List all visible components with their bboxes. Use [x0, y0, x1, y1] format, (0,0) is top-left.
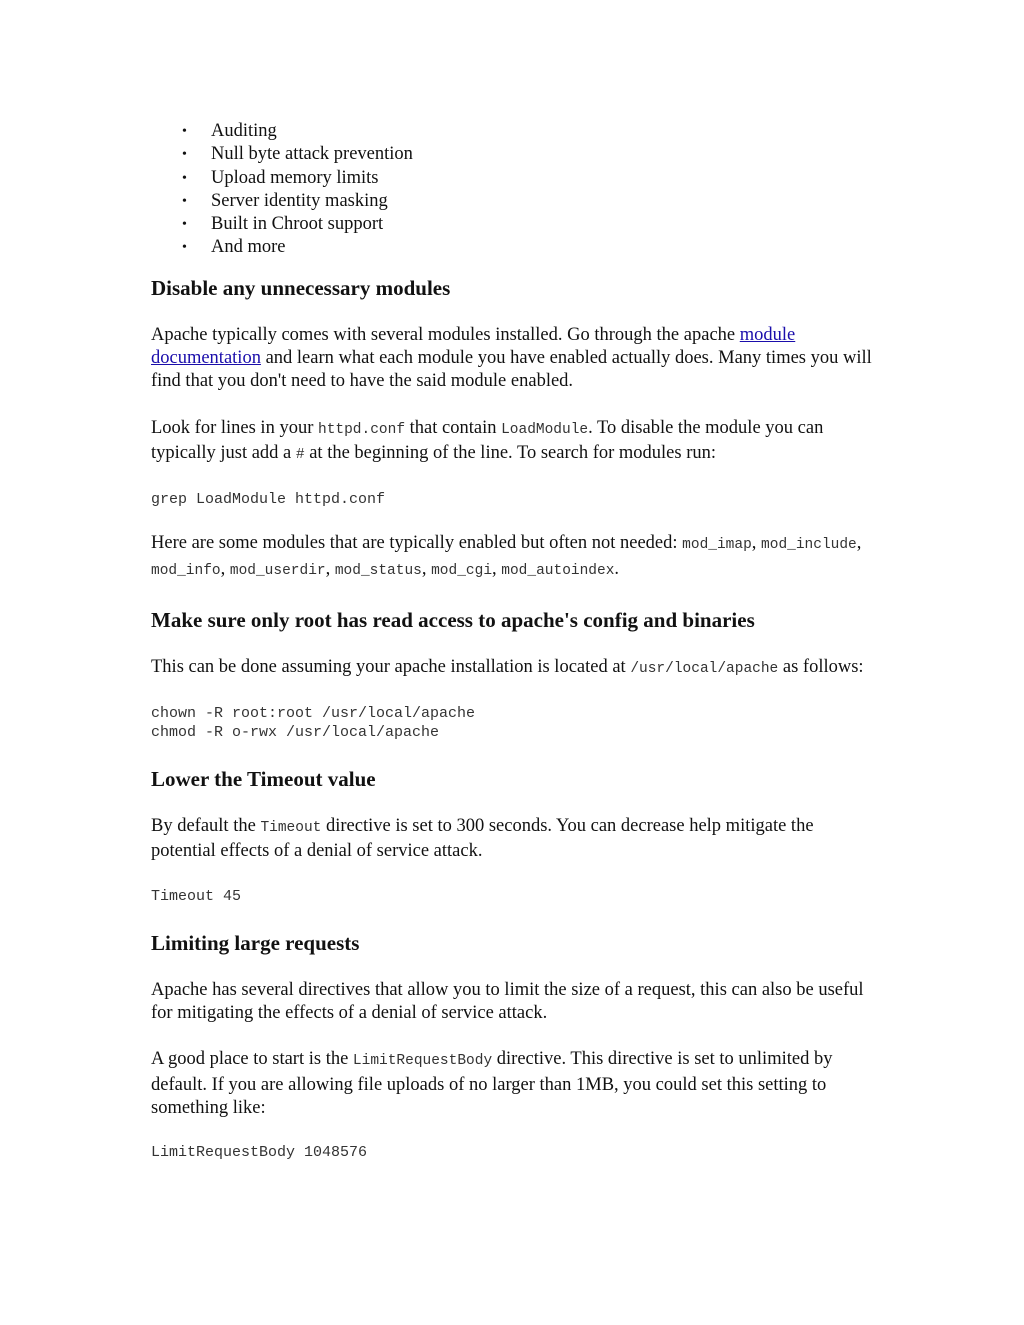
bullet-icon: • [182, 124, 187, 139]
inline-code: mod_userdir [229, 562, 326, 579]
inline-code: mod_cgi [431, 562, 493, 579]
code-block-timeout: Timeout 45 [151, 887, 242, 905]
list-item: • Server identity masking [151, 190, 876, 213]
bullet-icon: • [182, 147, 187, 163]
document-page [151, 120, 876, 1162]
inline-code: /usr/local/apache [630, 660, 779, 677]
list-item: • And more [151, 236, 876, 259]
inline-code: # [295, 446, 305, 463]
paragraph-module-list: Here are some modules that are typically enabled but often not needed: mod_imap, mod_include, mod_info, mod_userdir, mod_status, mod_cgi, mod_autoindex. [151, 533, 862, 579]
heading-timeout: Lower the Timeout value [151, 767, 376, 792]
bullet-icon: • [182, 217, 187, 233]
paragraph-timeout: By default the Timeout directive is set to 300 seconds. You can decrease help mitigate the potential effects of a denial of service attack. [151, 816, 814, 862]
inline-code: httpd.conf [318, 421, 406, 438]
paragraph-limits-intro: Apache has several directives that allow you to limit the size of a request, this can also be useful for mitigating the effects of a denial of service attack. [151, 979, 864, 1024]
list-item: • Upload memory limits [151, 167, 876, 190]
module-documentation-link[interactable]: module documentation [151, 324, 796, 369]
inline-code: LimitRequestBody [352, 1053, 493, 1070]
code-block-limitrequestbody: LimitRequestBody 1048576 [151, 1144, 368, 1162]
paragraph-loadmodule: Look for lines in your httpd.conf that contain LoadModule. To disable the module you can typically just add a # at the beginning of the line. To search for modules run: [151, 417, 824, 463]
list-item: • Auditing [151, 120, 876, 143]
code-block-chown: chown -R root:root /usr/local/apache chmod -R o-rwx /usr/local/apache [151, 705, 476, 742]
inline-code: mod_info [151, 562, 221, 579]
inline-code: LoadModule [501, 421, 589, 438]
inline-code: Timeout [260, 820, 322, 837]
bullet-icon: • [182, 193, 187, 209]
bullet-icon: • [182, 240, 187, 256]
inline-code: mod_autoindex [501, 562, 615, 579]
paragraph-modules-intro: Apache typically comes with several modules installed. Go through the apache module documentation and learn what each module you have enabled actually does. Many times you will find that you don't need to have the said module enabled. [151, 324, 872, 392]
paragraph-limitrequestbody: A good place to start is the LimitRequestBody directive. This directive is set to unlimited by default. If you are allowing file uploads of no larger than 1MB, you could set this setting to something like: [151, 1049, 833, 1118]
inline-code: mod_imap [682, 537, 752, 554]
heading-root-access: Make sure only root has read access to apache's config and binaries [151, 607, 755, 632]
heading-disable-modules: Disable any unnecessary modules [151, 275, 451, 300]
list-item: • Null byte attack prevention [151, 143, 876, 166]
feature-list [151, 120, 876, 260]
bullet-icon: • [182, 170, 187, 186]
code-block-grep: grep LoadModule httpd.conf [151, 491, 386, 509]
inline-code: mod_status [334, 562, 422, 579]
heading-limiting-requests: Limiting large requests [151, 930, 360, 955]
list-item: • Built in Chroot support [151, 213, 876, 236]
inline-code: mod_include [761, 537, 857, 554]
paragraph-root-access: This can be done assuming your apache installation is located at /usr/local/apache as follows: [151, 656, 864, 677]
